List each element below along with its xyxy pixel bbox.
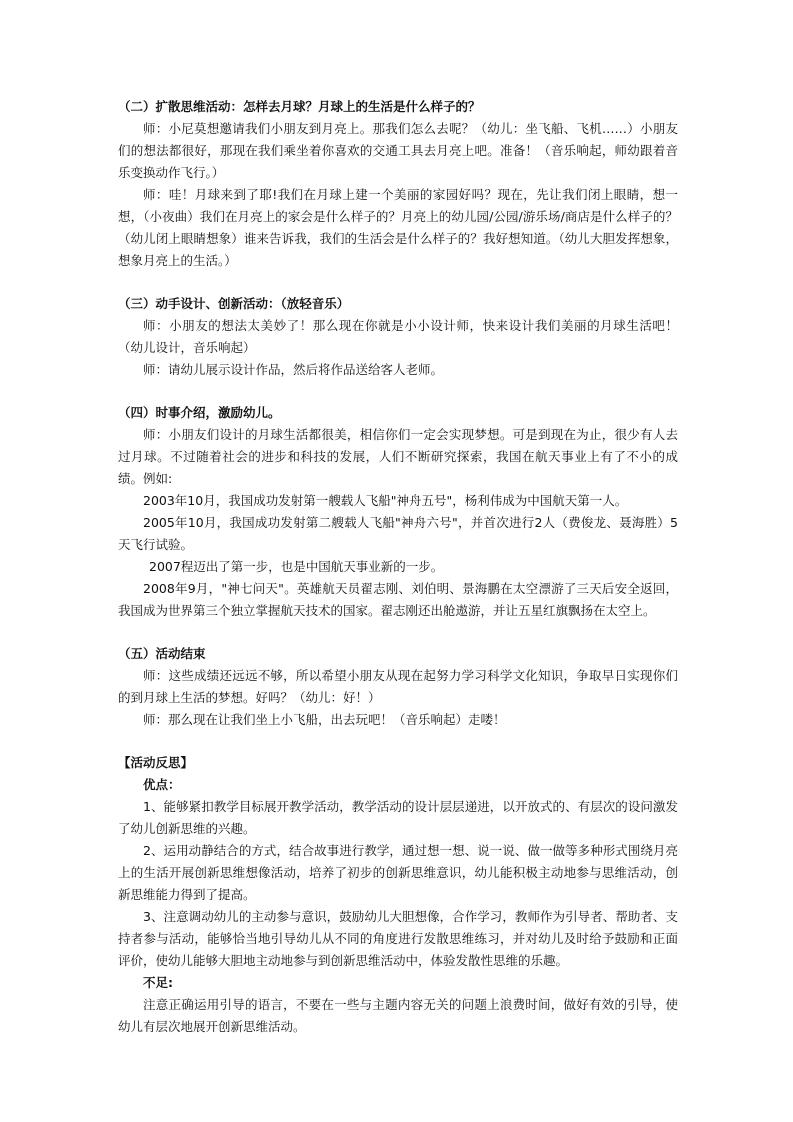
weakness-label: 不足: — [143, 975, 173, 990]
reflection-heading: 【活动反思】 — [118, 755, 194, 770]
paragraph: 2005年10月，我国成功发射第二艘载人飞船"神舟六号"，并首次进行2人（费俊龙、聂海胜）5天飞行试验。 — [118, 515, 678, 552]
weakness-text: 注意正确运用引导的语言，不要在一些与主题内容无关的问题上浪费时间，做好有效的引导，使幼儿有层次地展开创新思维活动。 — [118, 997, 678, 1034]
paragraph: 师：小朋友的想法太美妙了！那么现在你就是小小设计师，快来设计我们美丽的月球生活吧！（幼儿设计，音乐响起） — [118, 318, 678, 355]
section-heading: （四）时事介绍，激励幼儿。 — [118, 405, 281, 420]
paragraph: 师：请幼儿展示设计作品，然后将作品送给客人老师。 — [143, 362, 444, 377]
document-page — [118, 96, 678, 1038]
section-spacer — [118, 272, 678, 293]
section-spacer — [118, 731, 678, 752]
paragraph: 师：小朋友们设计的月球生活都很美，相信你们一定会实现梦想。可是到现在为止，很少有人去过月球。不过随着社会的进步和科技的发展，人们不断研究探索，我国在航天事业上有了不小的成绩。例如: — [118, 427, 678, 486]
paragraph: 师：这些成绩还远远不够，所以希望小朋友从现在起努力学习科学文化知识，争取早日实现你们的到月球上生活的梦想。好吗？（幼儿：好！） — [118, 668, 678, 705]
paragraph: 2007程迈出了第一步，也是中国航天事业新的一步。 — [149, 559, 444, 574]
strength-item: 2、运用动静结合的方式，结合故事进行教学，通过想一想、说一说、做一做等多种形式围绕月亮上的生活开展创新思维想像活动，培养了初步的创新思维意识，幼儿能积极主动地参与思维活动，创新思维能力得到了提高。 — [118, 843, 678, 902]
paragraph: 2003年10月，我国成功发射第一艘载人飞船"神舟五号"，杨利伟成为中国航天第一人。 — [143, 493, 628, 508]
strength-item: 1、能够紧扣教学目标展开教学活动，教学活动的设计层层递进，以开放式的、有层次的设问激发了幼儿创新思维的兴趣。 — [118, 799, 678, 836]
paragraph: 师：小尼莫想邀请我们小朋友到月亮上。那我们怎么去呢？（幼儿：坐飞船、飞机……）小朋友们的想法都很好，那现在我们乘坐着你喜欢的交通工具去月亮上吧。准备！（音乐响起，师幼跟着音乐变换动作飞行。） — [118, 121, 678, 180]
section-heading: （三）动手设计、创新活动：（放轻音乐） — [118, 296, 350, 311]
paragraph: 师：哇！月球来到了耶!我们在月球上建一个美丽的家园好吗？现在，先让我们闭上眼睛，想一想，（小夜曲）我们在月亮上的家会是什么样子的？月亮上的幼儿园/公园/游乐场/商店是什么样子的？（幼儿闭上眼睛想象）谁来告诉我，我们的生活会是什么样子的？我好想知道。（幼儿大胆发挥想象，想象月亮上的生活。） — [118, 187, 678, 268]
section-heading: （五）活动结束 — [118, 646, 206, 661]
strengths-label: 优点： — [143, 777, 181, 792]
section-heading: （二）扩散思维活动：怎样去月球？月球上的生活是什么样子的？ — [118, 99, 481, 114]
section-spacer — [118, 622, 678, 643]
strength-item: 3、注意调动幼儿的主动参与意识，鼓励幼儿大胆想像，合作学习，教师作为引导者、帮助者、支持者参与活动，能够恰当地引导幼儿从不同的角度进行发散思维练习，并对幼儿及时给予鼓励和正面评价，使幼儿能够大胆地主动地参与到创新思维活动中，体验发散性思维的乐趣。 — [118, 909, 678, 968]
section-spacer — [118, 381, 678, 402]
paragraph: 2008年9月，"神七问天"。英雄航天员翟志刚、刘伯明、景海鹏在太空漂游了三天后安全返回，我国成为世界第三个独立掌握航天技术的国家。翟志刚还出舱遨游，并让五星红旗飘扬在太空上。 — [118, 581, 678, 618]
paragraph: 师：那么现在让我们坐上小飞船，出去玩吧！（音乐响起）走喽！ — [143, 712, 506, 727]
